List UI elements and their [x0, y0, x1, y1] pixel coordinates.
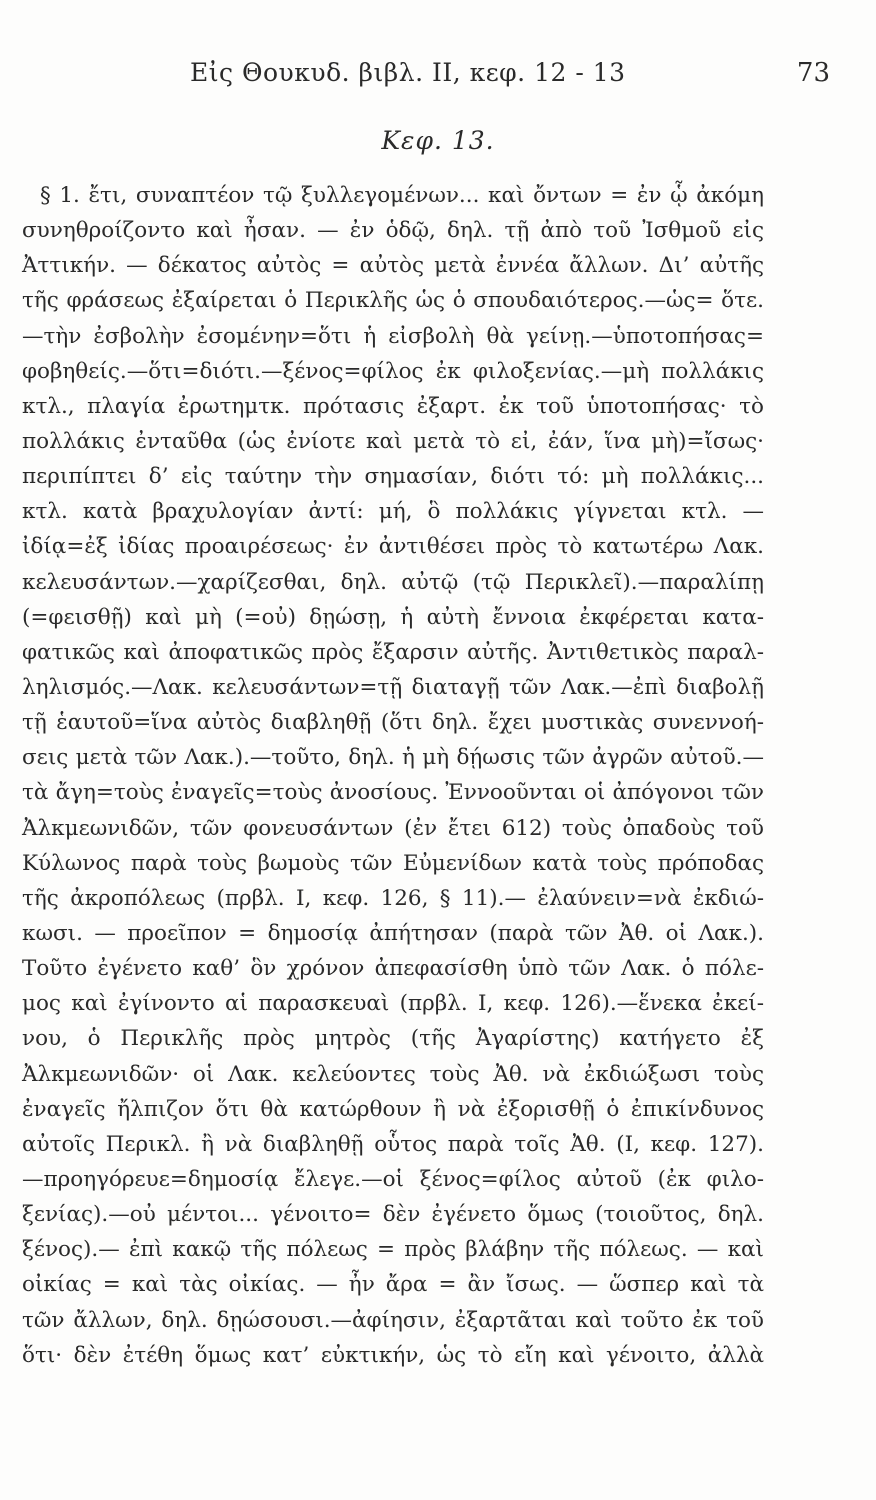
text-line: μος καὶ ἐγίνοντο αἱ παρασκευαὶ (πρβλ. I, κεφ. 126).—ἕνεκα ἐκεί- — [22, 991, 764, 1017]
text-line: φατικῶς καὶ ἀποφατικῶς πρὸς ἔξαρσιν αὐτῆς. Ἀντιθετικὸς παραλ- — [22, 639, 764, 665]
text-line: τῆς φράσεως ἐξαίρεται ὁ Περικλῆς ὡς ὁ σπουδαιότερος.—ὡς= ὅτε. — [22, 288, 764, 314]
text-line: περιπίπτει δ’ εἰς ταύτην τὴν σημασίαν, διότι τό: μὴ πολλάκις... — [22, 464, 764, 490]
text-line: ὅτι· δὲν ἐτέθη ὅμως κατ’ εὐκτικήν, ὡς τὸ εἴη καὶ γένοιτο, ἀλλὰ — [22, 1342, 764, 1368]
text-line: πολλάκις ἐνταῦθα (ὡς ἐνίοτε καὶ μετὰ τὸ εἰ, ἐάν, ἵνα μὴ)=ἴσως· — [22, 428, 764, 454]
text-line: ἰδίᾳ=ἐξ ἰδίας προαιρέσεως· ἐν ἀντιθέσει πρὸς τὸ κατωτέρω Λακ. — [22, 534, 764, 560]
text-line: Ἀττικήν. — δέκατος αὐτὸς = αὐτὸς μετὰ ἐννέα ἄλλων. Δι’ αὐτῆς — [22, 253, 764, 279]
text-line: Τοῦτο ἐγένετο καθ’ ὃν χρόνον ἀπεφασίσθη ὑπὸ τῶν Λακ. ὁ πόλε- — [22, 956, 764, 982]
text-line: συνηθροίζοντο καὶ ἦσαν. — ἐν ὁδῷ, δηλ. τῇ ἀπὸ τοῦ Ἰσθμοῦ εἰς — [22, 218, 764, 244]
text-line: κωσι. — προεῖπον = δημοσίᾳ ἀπήτησαν (παρὰ τῶν Ἀθ. οἱ Λακ.). — [22, 920, 764, 946]
text-line: τὰ ἄγη=τοὺς ἐναγεῖς=τοὺς ἀνοσίους. Ἐννοοῦνται οἱ ἀπόγονοι τῶν — [22, 780, 764, 806]
text-line: κτλ., πλαγία ἐρωτημτκ. πρότασις ἐξαρτ. ἐκ τοῦ ὑποτοπήσας· τὸ — [22, 393, 764, 419]
text-line: ἐναγεῖς ἤλπιζον ὅτι θὰ κατώρθουν ἢ νὰ ἐξορισθῇ ὁ ἐπικίνδυνος — [22, 1096, 764, 1122]
text-line: τῶν ἄλλων, δηλ. δῃώσουσι.—ἀφίησιν, ἐξαρτᾶται καὶ τοῦτο ἐκ τοῦ — [22, 1307, 764, 1333]
text-line: Ἀλκμεωνιδῶν, τῶν φονευσάντων (ἐν ἔτει 612) τοὺς ὀπαδοὺς τοῦ — [22, 815, 764, 841]
text-line: οἰκίας = καὶ τὰς οἰκίας. — ἦν ἄρα = ἂν ἴσως. — ὥσπερ καὶ τὰ — [22, 1272, 764, 1298]
text-line: φοβηθείς.—ὅτι=διότι.—ξένος=φίλος ἐκ φιλοξενίας.—μὴ πολλάκις — [22, 358, 764, 384]
running-title: Εἰς Θουκυδ. βιβλ. II, κεφ. 12 - 13 — [190, 58, 626, 87]
commentary-text — [22, 178, 764, 1373]
text-line: σεις μετὰ τῶν Λακ.).—τοῦτο, δηλ. ἡ μὴ δῄωσις τῶν ἀγρῶν αὐτοῦ.— — [22, 745, 764, 771]
chapter-heading: Κεφ. 13. — [381, 126, 495, 155]
text-line: κτλ. κατὰ βραχυλογίαν ἀντί: μή, ὃ πολλάκις γίγνεται κτλ. — — [22, 499, 764, 525]
text-line: τῇ ἑαυτοῦ=ἵνα αὐτὸς διαβληθῇ (ὅτι δηλ. ἔχει μυστικὰς συνεννοή- — [22, 710, 764, 736]
text-line: νου, ὁ Περικλῆς πρὸς μητρὸς (τῆς Ἀγαρίστης) κατήγετο ἐξ — [22, 1026, 764, 1052]
text-line: τῆς ἀκροπόλεως (πρβλ. I, κεφ. 126, § 11).— ἐλαύνειν=νὰ ἐκδιώ- — [22, 885, 764, 911]
text-line: Ἀλκμεωνιδῶν· οἱ Λακ. κελεύοντες τοὺς Ἀθ. νὰ ἐκδιώξωσι τοὺς — [22, 1061, 764, 1087]
text-line: ξένος).— ἐπὶ κακῷ τῆς πόλεως = πρὸς βλάβην τῆς πόλεως. — καὶ — [22, 1237, 764, 1263]
text-line: § 1. ἔτι, συναπτέον τῷ ξυλλεγομένων... καὶ ὄντων = ἐν ᾧ ἀκόμη — [40, 183, 764, 208]
text-line: αὐτοῖς Περικλ. ἢ νὰ διαβληθῇ οὗτος παρὰ τοῖς Ἀθ. (I, κεφ. 127). — [22, 1131, 764, 1157]
text-line: κελευσάντων.—χαρίζεσθαι, δηλ. αὐτῷ (τῷ Περικλεῖ).—παραλίπῃ — [22, 569, 764, 595]
text-line: ξενίας).—οὐ μέντοι... γένοιτο= δὲν ἐγένετο ὅμως (τοιοῦτος, δηλ. — [22, 1202, 764, 1228]
text-line: Κύλωνος παρὰ τοὺς βωμοὺς τῶν Εὐμενίδων κατὰ τοὺς πρόποδας — [22, 850, 764, 876]
page-number: 73 — [796, 58, 830, 88]
text-line: —προηγόρευε=δημοσίᾳ ἔλεγε.—οἱ ξένος=φίλος αὐτοῦ (ἐκ φιλο- — [22, 1166, 764, 1192]
text-line: (=φεισθῇ) καὶ μὴ (=οὐ) δῃώσῃ, ἡ αὐτὴ ἔννοια ἐκφέρεται κατα- — [22, 604, 764, 630]
text-line: —τὴν ἐσβολὴν ἐσομένην=ὅτι ἡ εἰσβολὴ θὰ γείνῃ.—ὑποτοπήσας= — [22, 323, 764, 349]
text-line: ληλισμός.—Λακ. κελευσάντων=τῇ διαταγῇ τῶν Λακ.—ἐπὶ διαβολῇ — [22, 674, 764, 700]
running-head — [40, 58, 830, 98]
